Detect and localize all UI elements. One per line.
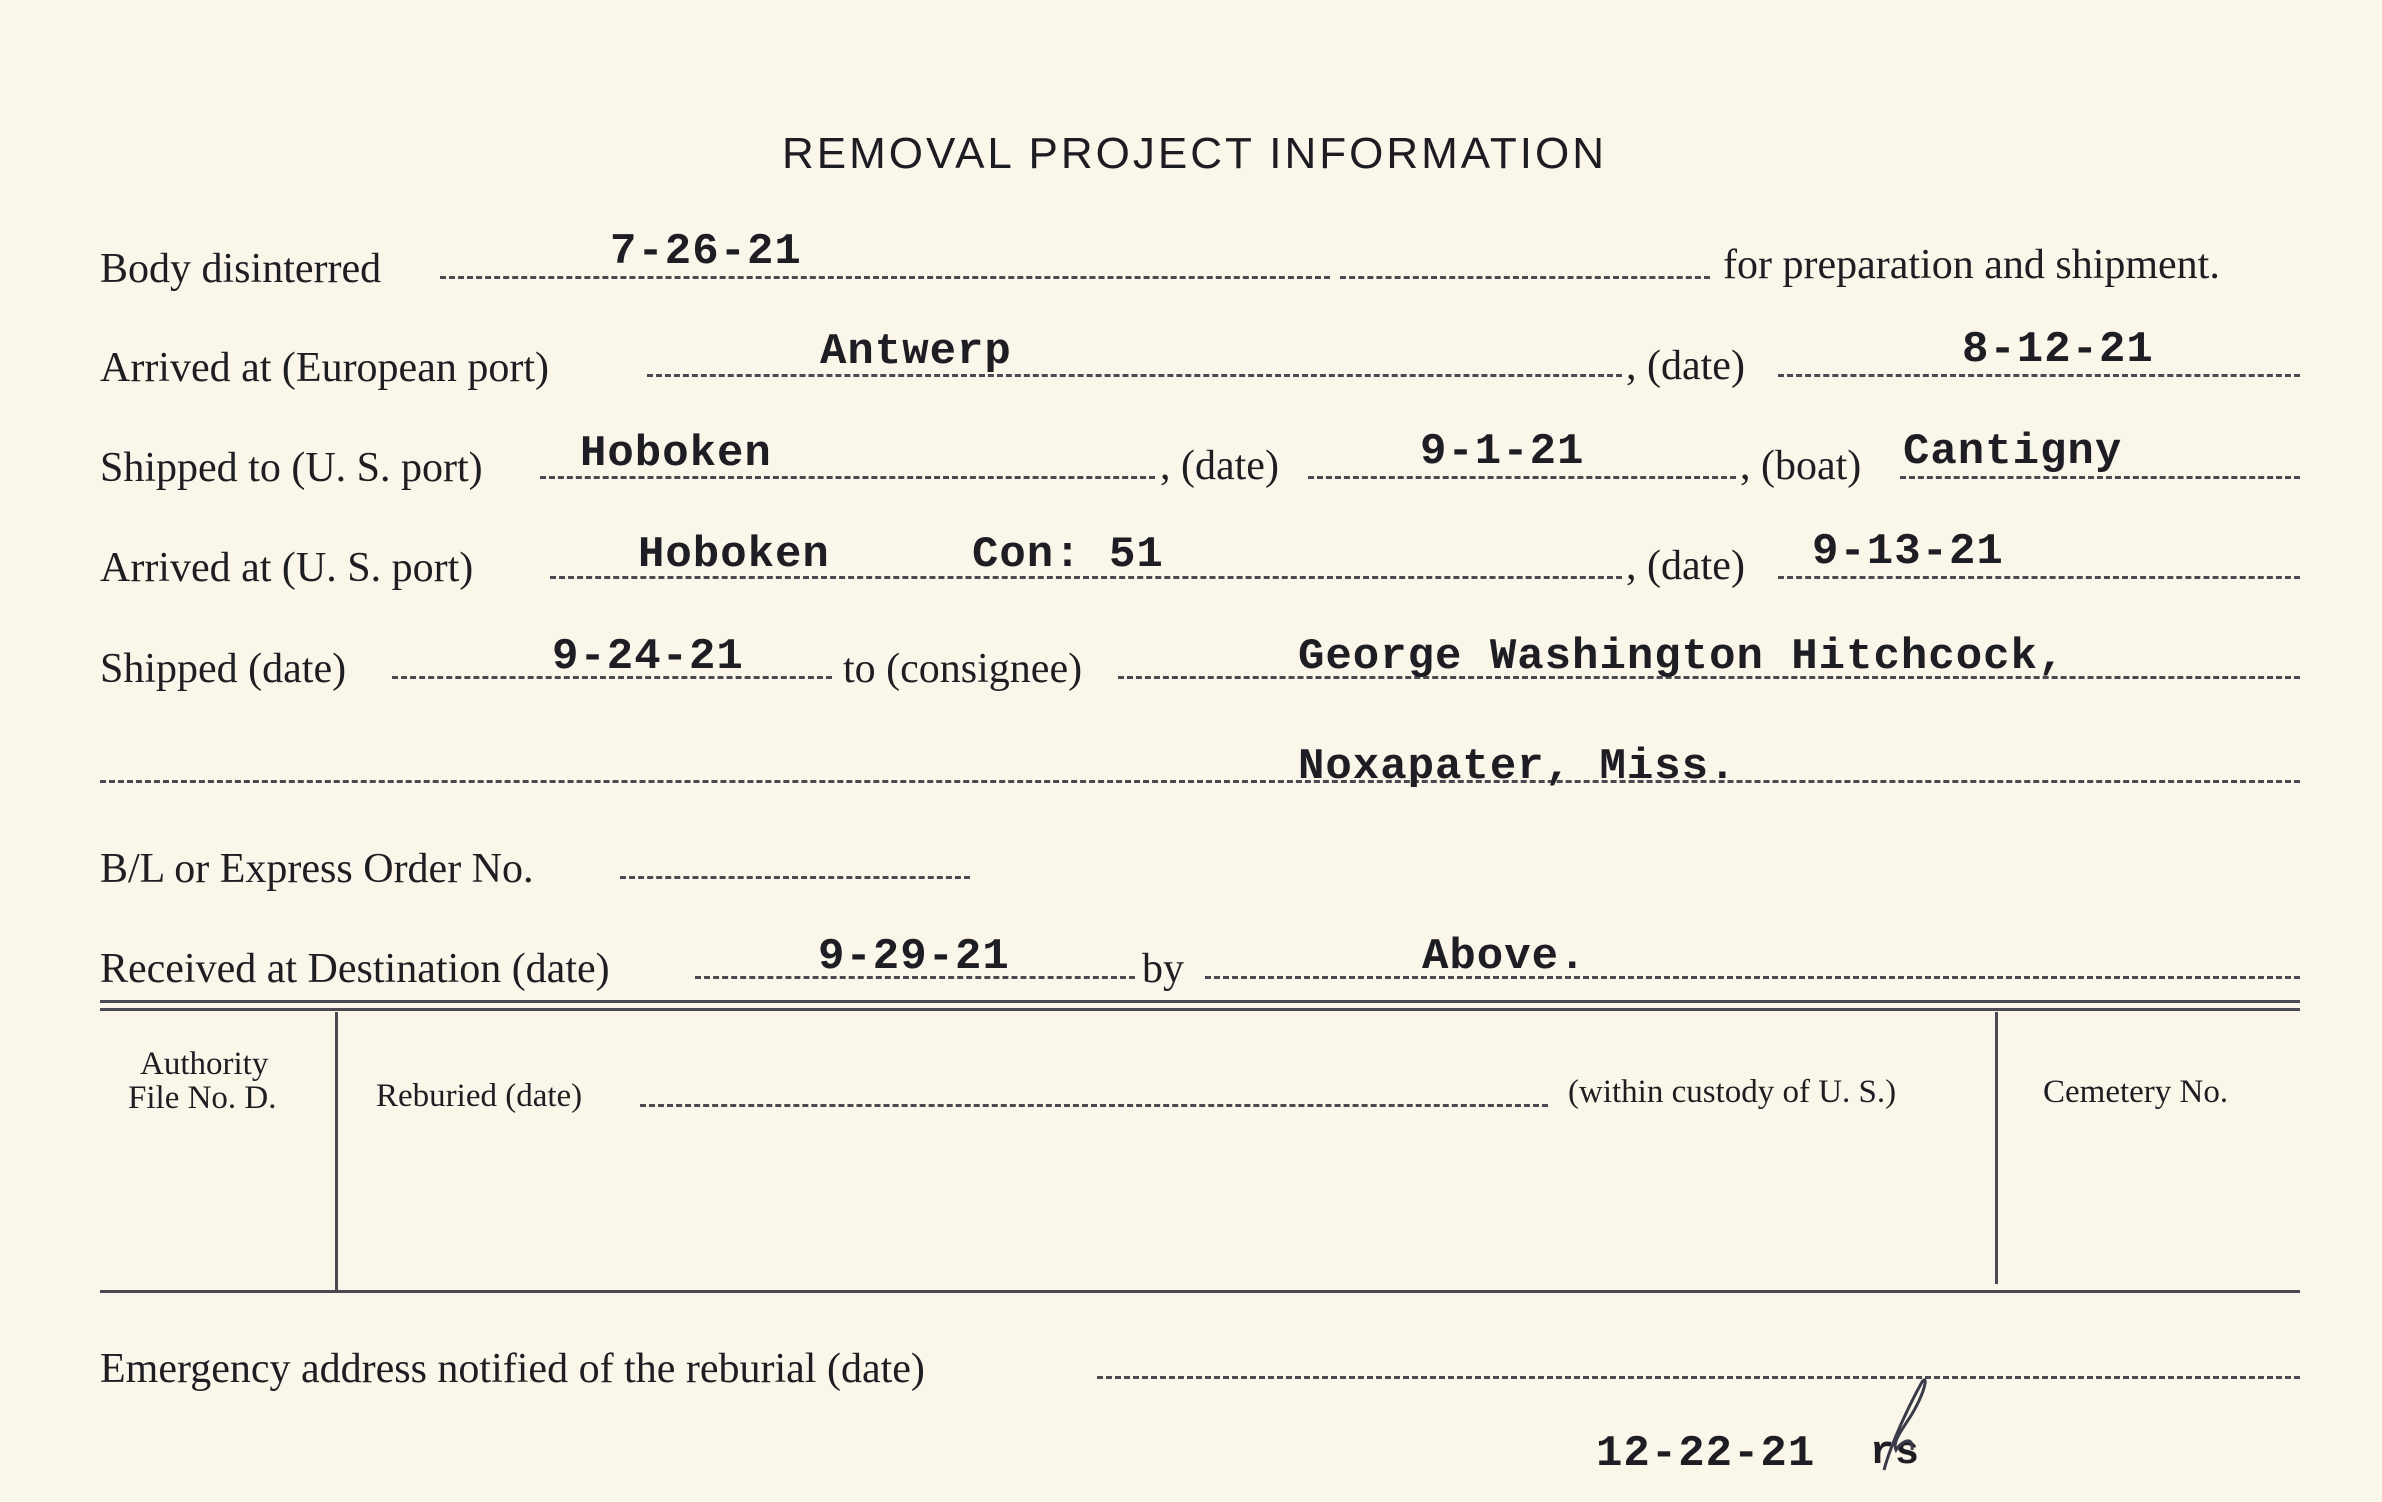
shipped-date-row-label: Shipped (date): [100, 646, 347, 692]
box-divider-right: [1995, 1012, 1998, 1284]
file-number-label: File No. D.: [128, 1080, 277, 1116]
received-by-label: by: [1142, 946, 1184, 992]
european-port-line: [647, 374, 1622, 377]
container-number: Con: 51: [972, 530, 1164, 580]
box-top-rule: [100, 1000, 2300, 1003]
consignee-address: Noxapater, Miss.: [1298, 742, 1737, 792]
bl-order-label: B/L or Express Order No.: [100, 846, 534, 892]
european-arrival-date: 8-12-21: [1962, 325, 2154, 375]
box-divider-left: [335, 1012, 338, 1290]
received-by: Above.: [1422, 932, 1587, 982]
received-destination-label: Received at Destination (date): [100, 946, 610, 992]
consignee-label: to (consignee): [843, 646, 1083, 692]
us-port-shipped-value: Hoboken: [580, 429, 772, 479]
preparation-shipment-label: for preparation and shipment.: [1723, 242, 2220, 288]
us-arrival-date: 9-13-21: [1812, 527, 2004, 577]
emergency-notified-label: Emergency address notified of the reburial (date): [100, 1346, 925, 1392]
european-date-label: , (date): [1626, 343, 1745, 389]
consignee-address-line: [100, 780, 2300, 783]
clerk-initials: rs: [1870, 1431, 1921, 1476]
custody-label: (within custody of U. S.): [1568, 1074, 1897, 1110]
us-port-arrived-value: Hoboken: [638, 530, 830, 580]
body-disinterred-line-2: [1340, 276, 1710, 279]
shipped-to-date: 9-1-21: [1420, 427, 1585, 477]
european-port-value: Antwerp: [820, 327, 1012, 377]
received-date: 9-29-21: [818, 932, 1010, 982]
shipped-date-label: , (date): [1160, 443, 1279, 489]
consignee-name: George Washington Hitchcock,: [1298, 632, 2066, 682]
box-top-rule-2: [100, 1008, 2300, 1011]
boat-name: Cantigny: [1903, 427, 2123, 477]
body-disinterred-line: [440, 276, 1330, 279]
body-disinterred-label: Body disinterred: [100, 246, 382, 292]
boat-label: , (boat): [1740, 443, 1862, 489]
disinterred-date: 7-26-21: [610, 227, 802, 277]
us-arrival-date-label: , (date): [1626, 543, 1745, 589]
us-port-shipped-label: Shipped to (U. S. port): [100, 445, 483, 491]
reburied-date-label: Reburied (date): [376, 1078, 583, 1114]
handwritten-initial-mark: [1862, 1370, 1942, 1480]
us-port-arrived-label: Arrived at (U. S. port): [100, 545, 474, 591]
bl-order-line: [620, 876, 970, 879]
cemetery-number-label: Cemetery No.: [2043, 1074, 2229, 1110]
reburied-date-line: [640, 1104, 1548, 1107]
emergency-notified-date: 12-22-21: [1596, 1429, 1816, 1479]
box-bottom-rule: [100, 1290, 2300, 1293]
received-by-line: [1205, 976, 2300, 979]
card-title: REMOVAL PROJECT INFORMATION: [782, 129, 1607, 178]
shipped-final-date: 9-24-21: [552, 632, 744, 682]
european-port-label: Arrived at (European port): [100, 345, 549, 391]
authority-label: Authority: [140, 1046, 269, 1082]
emergency-date-line: [1097, 1376, 2300, 1379]
